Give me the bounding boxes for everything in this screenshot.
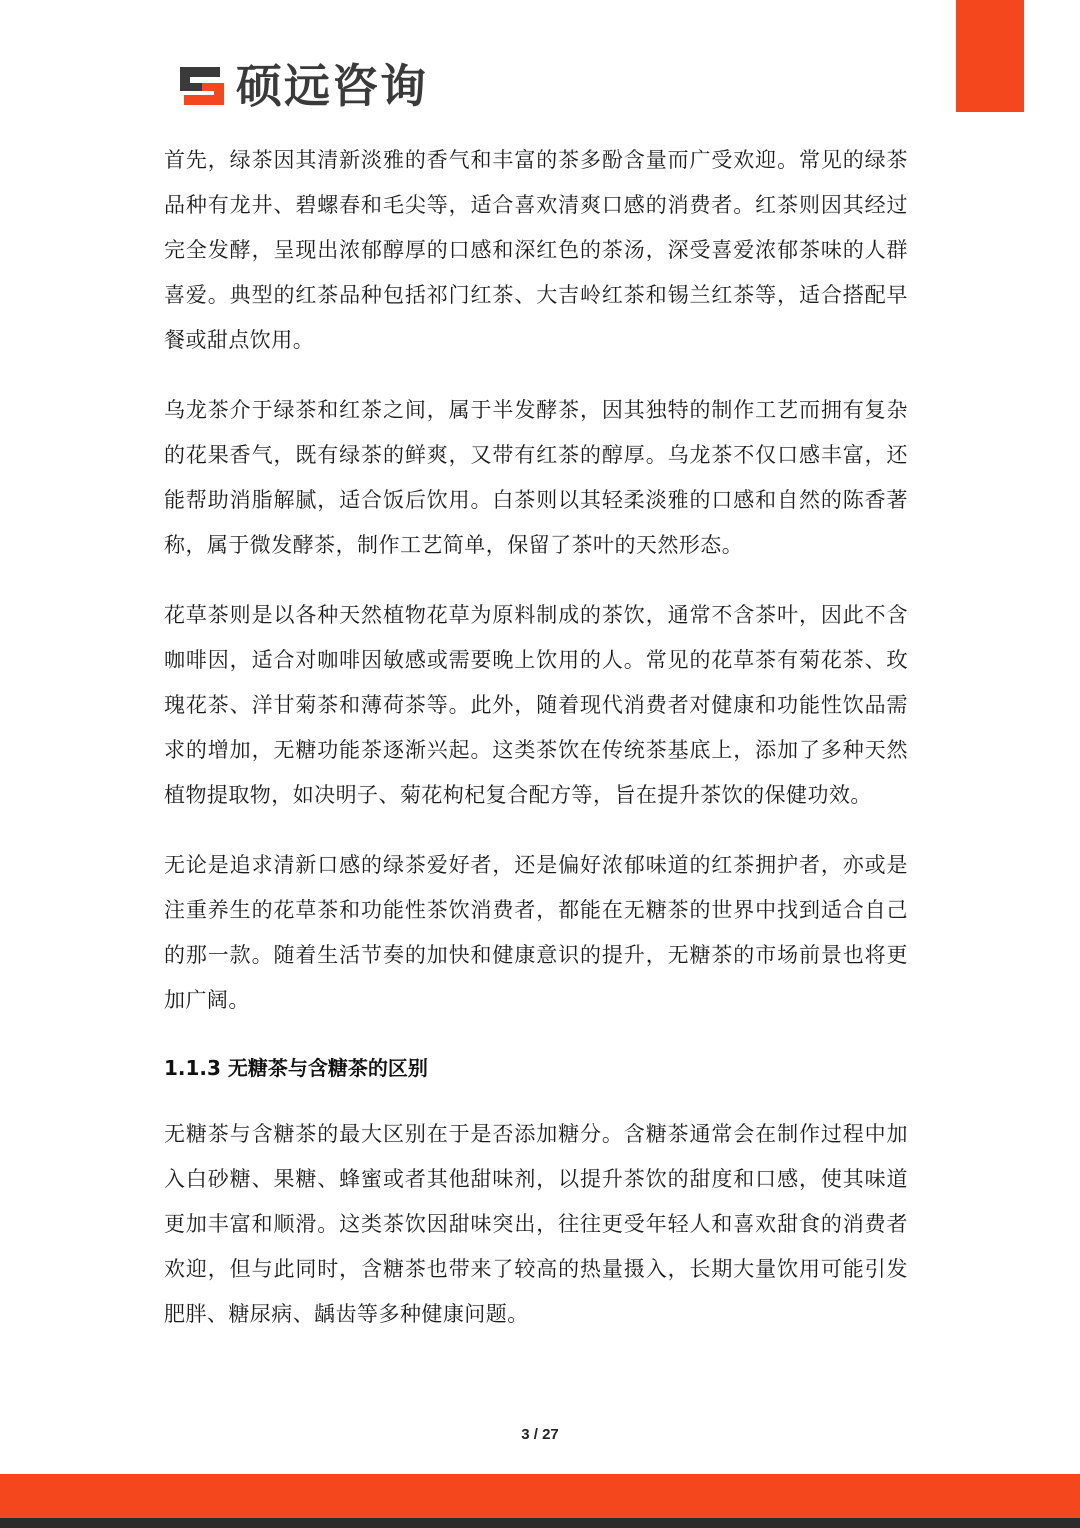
brand-name: 硕远咨询 <box>236 59 428 113</box>
paragraph: 无论是追求清新口感的绿茶爱好者，还是偏好浓郁味道的红茶拥护者，亦或是注重养生的花草茶和功能性茶饮消费者，都能在无糖茶的世界中找到适合自己的那一款。随着生活节奏的加快和健康意识的提升，无糖茶的市场前景也将更加广阔。 <box>164 853 908 1012</box>
footer-strip <box>0 1518 1080 1528</box>
paragraph: 无糖茶与含糖茶的最大区别在于是否添加糖分。含糖茶通常会在制作过程中加入白砂糖、果糖、蜂蜜或者其他甜味剂，以提升茶饮的甜度和口感，使其味道更加丰富和顺滑。这类茶饮因甜味突出，往往更受年轻人和喜欢甜食的消费者欢迎，但与此同时，含糖茶也带来了较高的热量摄入，长期大量饮用可能引发肥胖、糖尿病、龋齿等多种健康问题。 <box>164 1122 908 1326</box>
section-heading: 1.1.3 无糖茶与含糖茶的区别 <box>164 1056 428 1080</box>
paragraph: 首先，绿茶因其清新淡雅的香气和丰富的茶多酚含量而广受欢迎。常见的绿茶品种有龙井、碧螺春和毛尖等，适合喜欢清爽口感的消费者。红茶则因其经过完全发酵，呈现出浓郁醇厚的口感和深红色的茶汤，深受喜爱浓郁茶味的人群喜爱。典型的红茶品种包括祁门红茶、大吉岭红茶和锡兰红茶等，适合搭配早餐或甜点饮用。 <box>164 148 908 352</box>
paragraph: 乌龙茶介于绿茶和红茶之间，属于半发酵茶，因其独特的制作工艺而拥有复杂的花果香气，既有绿茶的鲜爽，又带有红茶的醇厚。乌龙茶不仅口感丰富，还能帮助消脂解腻，适合饭后饮用。白茶则以其轻柔淡雅的口感和自然的陈香著称，属于微发酵茶，制作工艺简单，保留了茶叶的天然形态。 <box>164 398 908 557</box>
s-shaped-logo-icon <box>176 63 228 109</box>
brand-header <box>176 58 428 114</box>
page-number: 3 / 27 <box>521 1426 559 1443</box>
footer-bar <box>0 1474 1080 1518</box>
document-body <box>164 138 908 1362</box>
paragraph: 花草茶则是以各种天然植物花草为原料制成的茶饮，通常不含茶叶，因此不含咖啡因，适合对咖啡因敏感或需要晚上饮用的人。常见的花草茶有菊花茶、玫瑰花茶、洋甘菊茶和薄荷茶等。此外，随着现代消费者对健康和功能性饮品需求的增加，无糖功能茶逐渐兴起。这类茶饮在传统茶基底上，添加了多种天然植物提取物，如决明子、菊花枸杞复合配方等，旨在提升茶饮的保健功效。 <box>164 603 908 807</box>
corner-accent-tab <box>956 0 1024 112</box>
